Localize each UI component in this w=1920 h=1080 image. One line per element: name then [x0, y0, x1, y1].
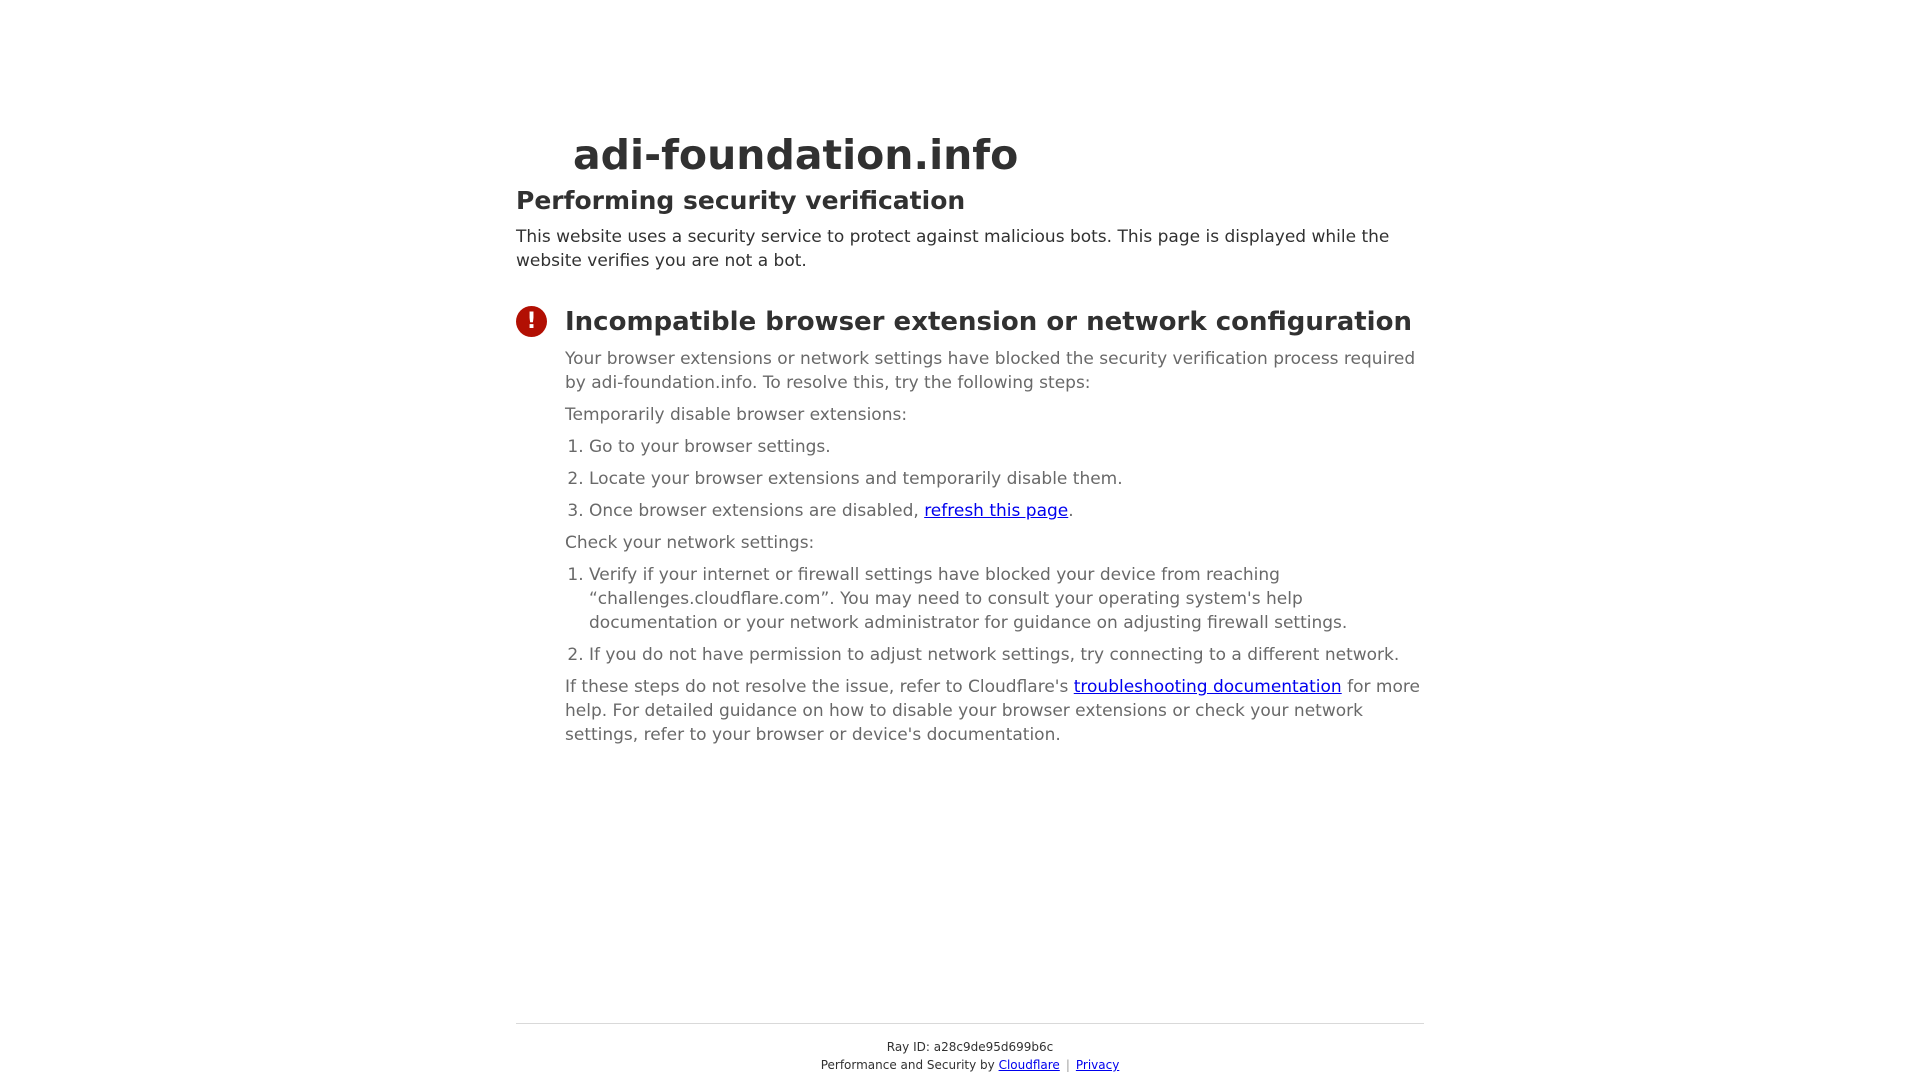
list-item [589, 499, 1424, 523]
privacy-link[interactable]: Privacy [1075, 1058, 1120, 1072]
help-text-suffix: for more help. For detailed guidance on how to disable your browser extensions or check your network settings, refer to your browser or device's documentation. [565, 677, 1420, 745]
refresh-page-link[interactable]: refresh this page [924, 501, 1069, 521]
page-heading: Performing security verification [516, 186, 966, 215]
site-name: adi-foundation.info [573, 131, 1019, 179]
exclamation-icon: ! [516, 306, 547, 337]
intro-text: This website uses a security service to protect against malicious bots. This page is displayed while the website verifies you are not a bot. [516, 227, 1390, 271]
list-item: 1. Go to your browser settings. [589, 435, 1424, 459]
network-steps-list [565, 563, 1424, 667]
list-item: 1. Verify if your internet or firewall settings have blocked your device from reaching “challenges.cloudflare.com”. You may need to consult your operating system's help documentation or your network administrator for guidance on adjusting firewall settings. [589, 563, 1424, 635]
help-text-prefix: If these steps do not resolve the issue, refer to Cloudflare's [565, 677, 1074, 697]
ray-id: Ray ID: a28c9de95d699b6c [886, 1040, 1054, 1054]
extension-steps-list [565, 435, 1424, 523]
troubleshooting-docs-link[interactable]: troubleshooting documentation [1073, 677, 1342, 697]
list-item: 2. If you do not have permission to adjust network settings, try connecting to a different network. [589, 643, 1424, 667]
network-heading: Check your network settings: [565, 533, 815, 553]
footer [516, 1023, 1424, 1074]
performance-line [516, 1056, 1424, 1074]
error-description: Your browser extensions or network settings have blocked the security verification process required by adi-foundation.info. To resolve this, try the following steps: [565, 349, 1416, 393]
main-content [516, 128, 1424, 755]
error-body [565, 347, 1424, 747]
error-block [516, 305, 1424, 747]
error-title: Incompatible browser extension or network configuration [565, 307, 1412, 337]
list-item: 2. Locate your browser extensions and temporarily disable them. [589, 467, 1424, 491]
cloudflare-link[interactable]: Cloudflare [998, 1058, 1060, 1072]
performance-text: Performance and Security by [820, 1058, 999, 1072]
extensions-heading: Temporarily disable browser extensions: [565, 405, 908, 425]
footer-separator: | [1065, 1058, 1070, 1072]
help-text [565, 675, 1424, 747]
step-text-suffix: . [1068, 501, 1074, 521]
step-text: Once browser extensions are disabled, [589, 501, 925, 521]
